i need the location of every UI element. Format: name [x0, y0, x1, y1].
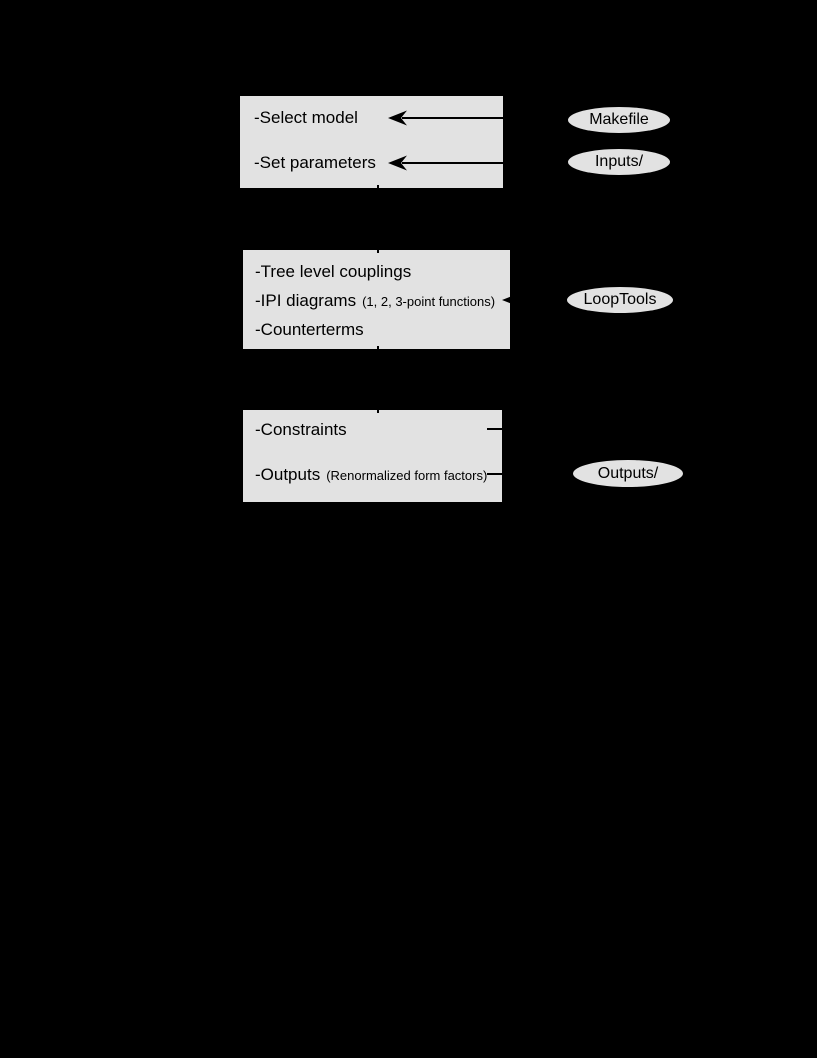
results-stage-box [243, 410, 502, 502]
outputs-line [255, 465, 487, 486]
looptools-ellipse [567, 287, 673, 313]
makefile-ellipse [568, 107, 670, 133]
ipi-diagrams-note: (1, 2, 3-point functions) [362, 294, 496, 309]
looptools-label: LoopTools [583, 291, 657, 308]
counterterms-line [255, 320, 364, 340]
inputs-ellipse [568, 149, 670, 175]
makefile-label: Makefile [589, 111, 649, 128]
tree-level-couplings-label: -Tree level couplings [255, 262, 412, 281]
counterterms-label: -Counterterms [255, 320, 364, 339]
ipi-diagrams-line [255, 291, 495, 312]
set-parameters-label: -Set parameters [254, 153, 376, 172]
ipi-diagrams-label: -IPI diagrams [255, 291, 357, 310]
computation-stage-box [243, 250, 510, 349]
select-model-line [254, 108, 358, 128]
constraints-label: -Constraints [255, 420, 347, 439]
inputs-label: Inputs/ [594, 153, 644, 170]
select-model-label: -Select model [254, 108, 358, 127]
tree-level-couplings-line [255, 262, 411, 282]
constraints-line [255, 420, 347, 440]
outputs-label: Outputs/ [597, 464, 659, 482]
outputs-ellipse [573, 460, 683, 487]
outputs-note: (Renormalized form factors) [326, 468, 488, 483]
outputs-label: -Outputs [255, 465, 321, 484]
setup-stage-box [240, 96, 503, 188]
set-parameters-line [254, 153, 376, 173]
